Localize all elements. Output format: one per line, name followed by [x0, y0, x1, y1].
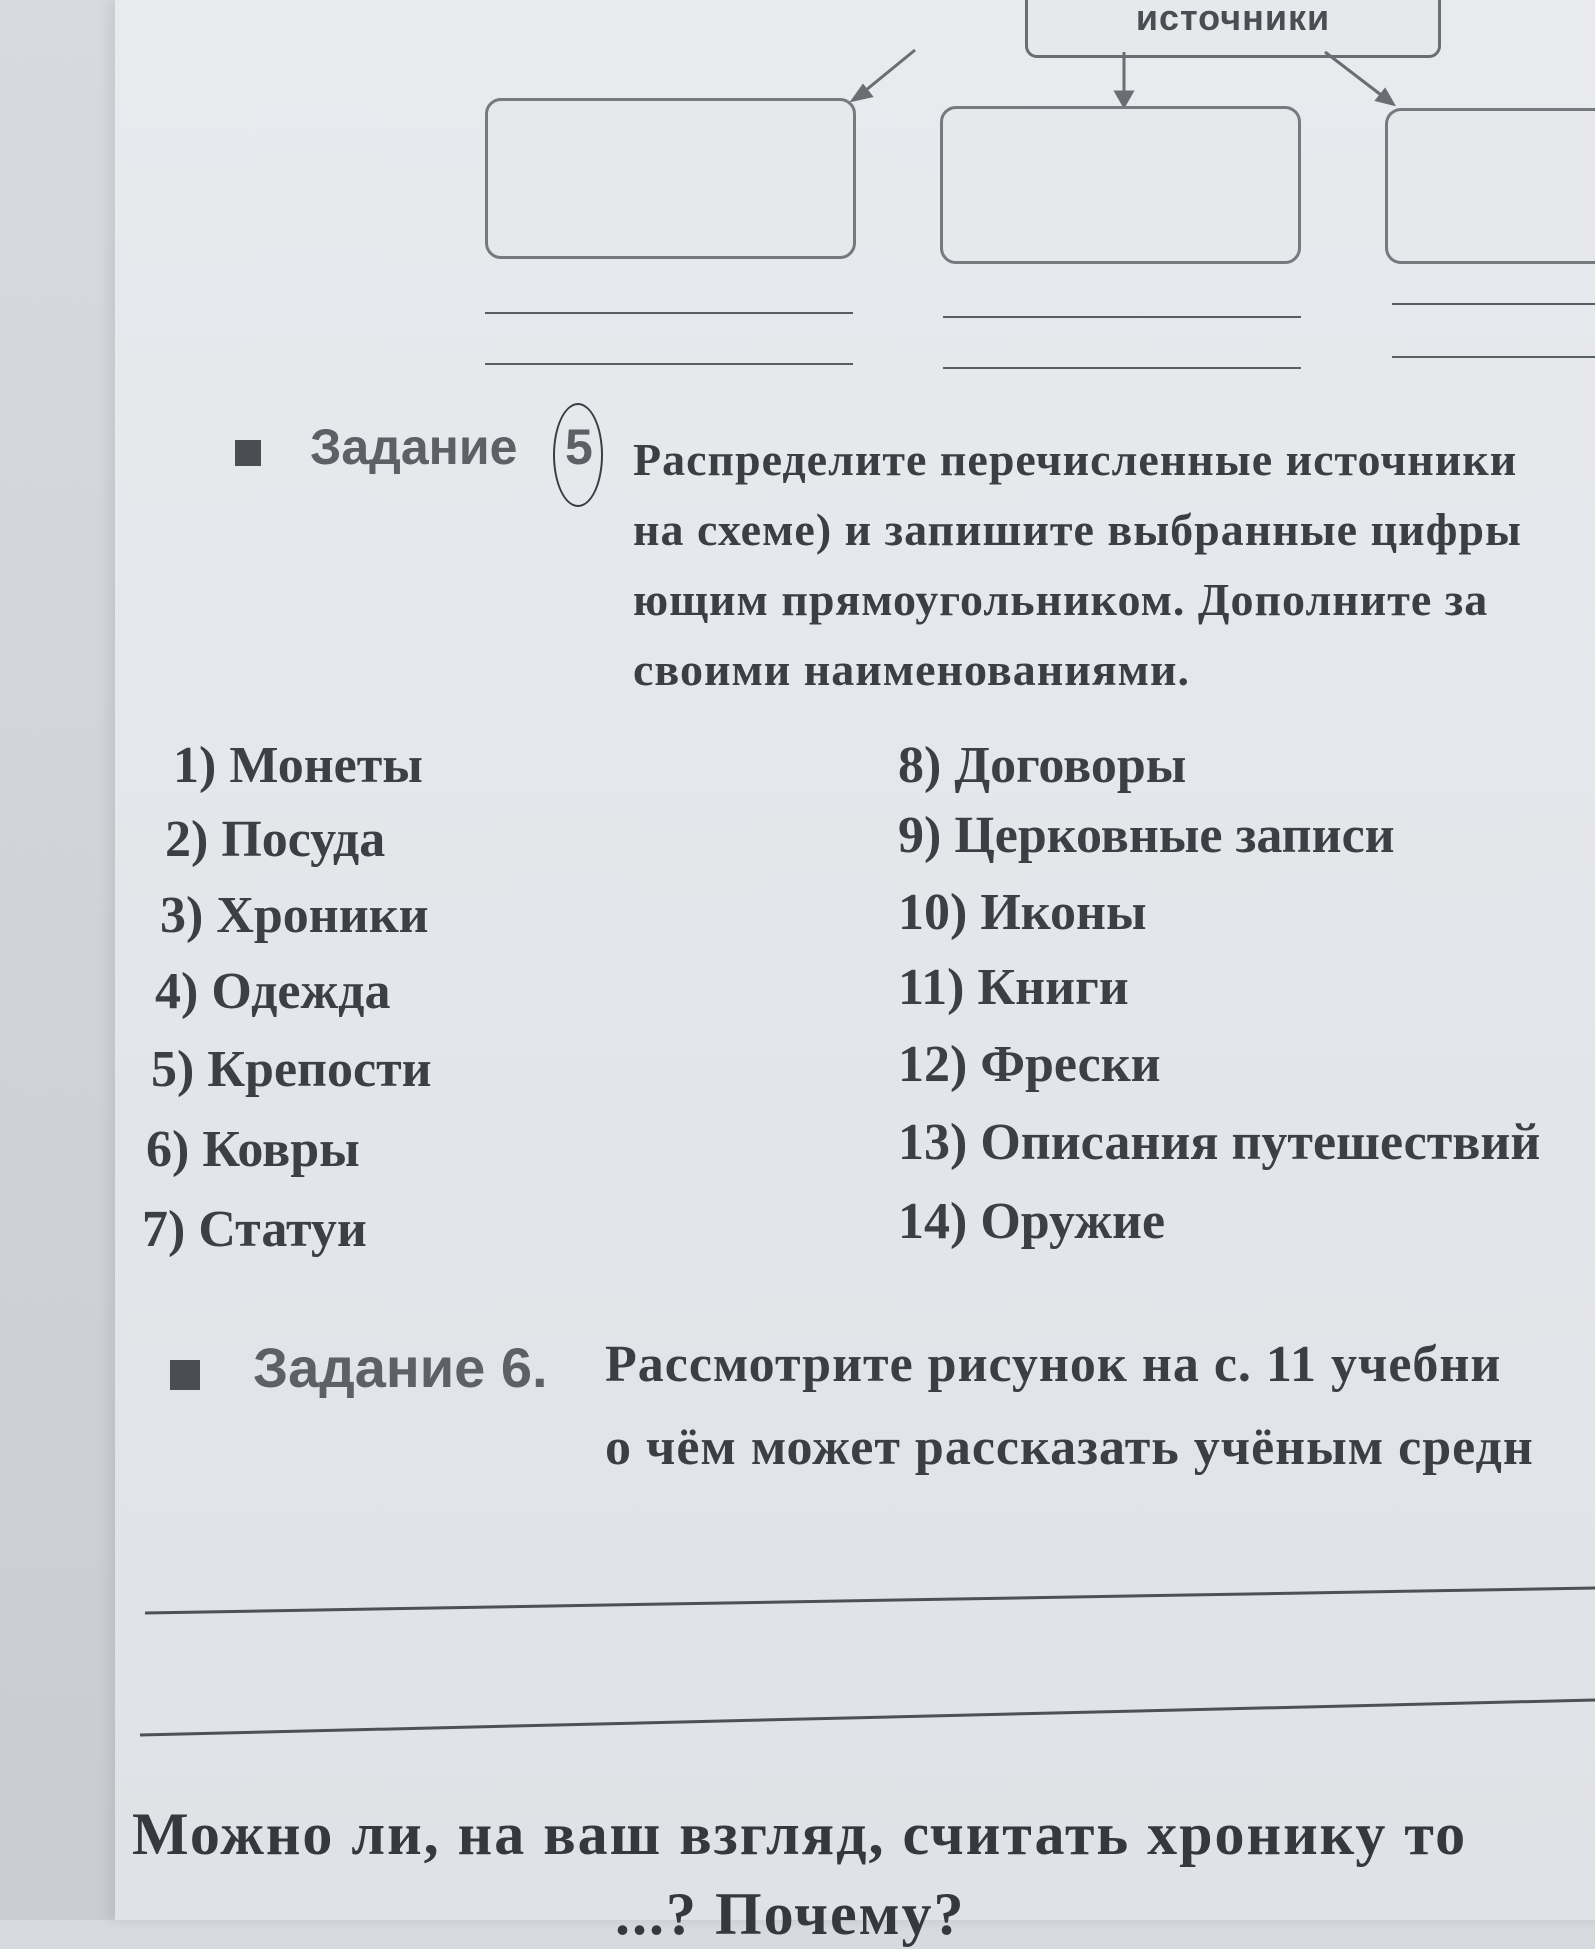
answer-line[interactable] — [943, 367, 1301, 369]
list-item: 1) Монеты — [173, 737, 423, 794]
answer-line[interactable] — [485, 363, 853, 365]
task-6-text-line-2: о чём может рассказать учёным средн — [605, 1419, 1534, 1476]
list-item: 8) Договоры — [898, 737, 1187, 794]
task-6-title: Задание 6. — [253, 1336, 548, 1399]
task-6-answer-lines[interactable] — [115, 1560, 1595, 1760]
task-5-number: 5 — [565, 419, 593, 475]
list-item: 4) Одежда — [155, 963, 391, 1020]
answer-line[interactable] — [1392, 303, 1595, 305]
workbook-page — [115, 0, 1595, 1947]
question-partial-line: ...? Почему? — [615, 1881, 966, 1947]
list-item: 11) Книги — [898, 959, 1129, 1016]
answer-line[interactable] — [1392, 356, 1595, 358]
list-item: 5) Крепости — [151, 1041, 432, 1098]
scheme-top-label: источники — [1135, 0, 1331, 38]
task-5-text-line-3: ющим прямоугольником. Дополните за — [633, 574, 1489, 625]
list-item: 2) Посуда — [165, 811, 386, 868]
task-5-text-line-1: Распределите перечисленные источники — [633, 434, 1518, 485]
task-6-text-line-1: Рассмотрите рисунок на с. 11 учебни — [605, 1336, 1502, 1393]
question-line: Можно ли, на ваш взгляд, считать хронику то — [132, 1801, 1468, 1867]
list-item: 9) Церковные записи — [898, 807, 1395, 864]
scheme-box-1[interactable] — [485, 98, 856, 259]
list-item: 13) Описания путешествий — [898, 1114, 1541, 1171]
handwritten-circle — [553, 403, 603, 507]
scheme-box-2[interactable] — [940, 106, 1301, 264]
list-item: 12) Фрески — [898, 1036, 1161, 1093]
task-5-text-line-4: своими наименованиями. — [633, 644, 1190, 695]
list-item: 7) Статуи — [142, 1201, 367, 1258]
answer-line[interactable] — [485, 312, 853, 314]
task-5-title: Задание — [310, 419, 518, 475]
list-item: 6) Ковры — [146, 1121, 360, 1178]
list-item: 10) Иконы — [898, 884, 1147, 941]
scheme-box-3[interactable] — [1385, 108, 1595, 264]
task-5-text-line-2: на схеме) и запишите выбранные цифры — [633, 504, 1522, 555]
answer-line[interactable] — [943, 316, 1301, 318]
list-item: 14) Оружие — [898, 1193, 1166, 1250]
task-bullet-icon — [170, 1360, 200, 1390]
list-item: 3) Хроники — [160, 887, 429, 944]
task-bullet-icon — [235, 440, 261, 466]
